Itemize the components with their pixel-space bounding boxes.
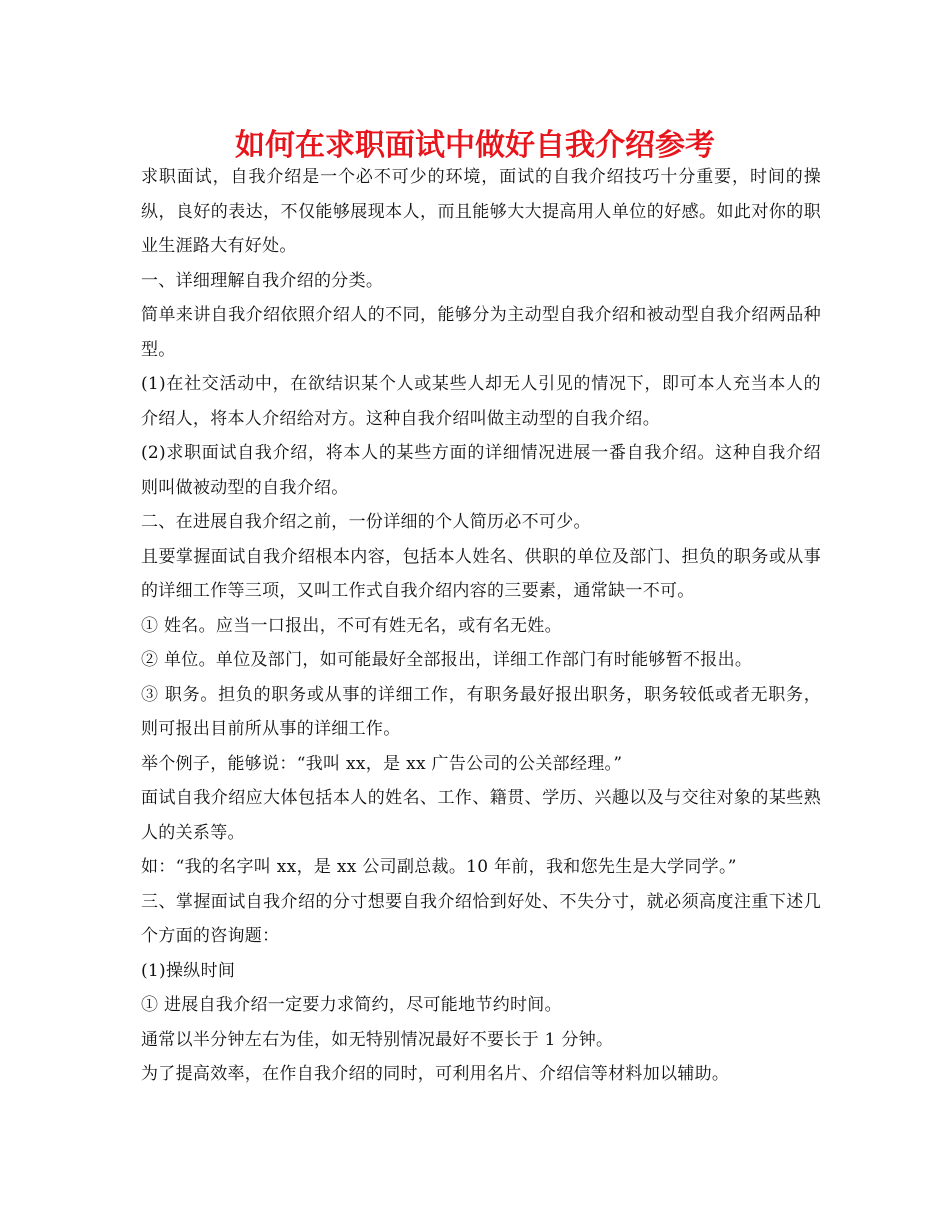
- document-body: [141, 160, 821, 1092]
- list-item: ① 姓名。应当一口报出，不可有姓无名，或有名无姓。: [141, 615, 562, 636]
- section-heading: 二、在进展自我介绍之前，一份详细的个人简历必不可少。: [141, 512, 591, 532]
- paragraph: (1)在社交活动中，在欲结识某个人或某些人却无人引见的情况下，即可本人充当本人的介绍人，将本人介绍给对方。这种自我介绍叫做主动型的自我介绍。: [141, 374, 821, 429]
- section-heading: 三、掌握面试自我介绍的分寸想要自我介绍恰到好处、不失分寸，就必须高度注重下述几个方面的咨询题：: [141, 891, 821, 946]
- paragraph: 且要掌握面试自我介绍根本内容，包括本人姓名、供职的单位及部门、担负的职务或从事的详细工作等三项，又叫工作式自我介绍内容的三要素，通常缺一不可。: [141, 546, 821, 601]
- paragraph: 简单来讲自我介绍依照介绍人的不同，能够分为主动型自我介绍和被动型自我介绍两品种型。: [141, 305, 821, 360]
- list-item: ② 单位。单位及部门，如可能最好全部报出，详细工作部门有时能够暂不报出。: [141, 650, 753, 670]
- paragraph: 如：“我的名字叫 xx，是 xx 公司副总裁。10 年前，我和您先生是大学同学。”: [141, 857, 737, 877]
- paragraph: 通常以半分钟左右为佳，如无特别情况最好不要长于 1 分钟。: [141, 1029, 614, 1050]
- paragraph: 举个例子，能够说：“我叫 xx，是 xx 广告公司的公关部经理。”: [141, 753, 623, 774]
- paragraph: 求职面试，自我介绍是一个必不可少的环境，面试的自我介绍技巧十分重要，时间的操纵，良好的表达，不仅能够展现本人，而且能够大大提高用人单位的好感。如此对你的职业生涯路大有好处。: [141, 167, 821, 256]
- document-title: 如何在求职面试中做好自我介绍参考: [235, 128, 715, 163]
- paragraph: 面试自我介绍应大体包括本人的姓名、工作、籍贯、学历、兴趣以及与交往对象的某些熟人的关系等。: [141, 788, 821, 843]
- section-heading: 一、详细理解自我介绍的分类。: [141, 270, 384, 291]
- paragraph: 为了提高效率，在作自我介绍的同时，可利用名片、介绍信等材料加以辅助。: [141, 1064, 730, 1084]
- paragraph: (2)求职面试自我介绍，将本人的某些方面的详细情况进展一番自我介绍。这种自我介绍则叫做被动型的自我介绍。: [141, 443, 821, 498]
- list-item: ① 进展自我介绍一定要力求简约，尽可能地节约时间。: [141, 995, 562, 1015]
- list-item: ③ 职务。担负的职务或从事的详细工作，有职务最好报出职务，职务较低或者无职务，则可报出目前所从事的详细工作。: [141, 684, 821, 739]
- subsection-heading: (1)操纵时间: [141, 960, 236, 981]
